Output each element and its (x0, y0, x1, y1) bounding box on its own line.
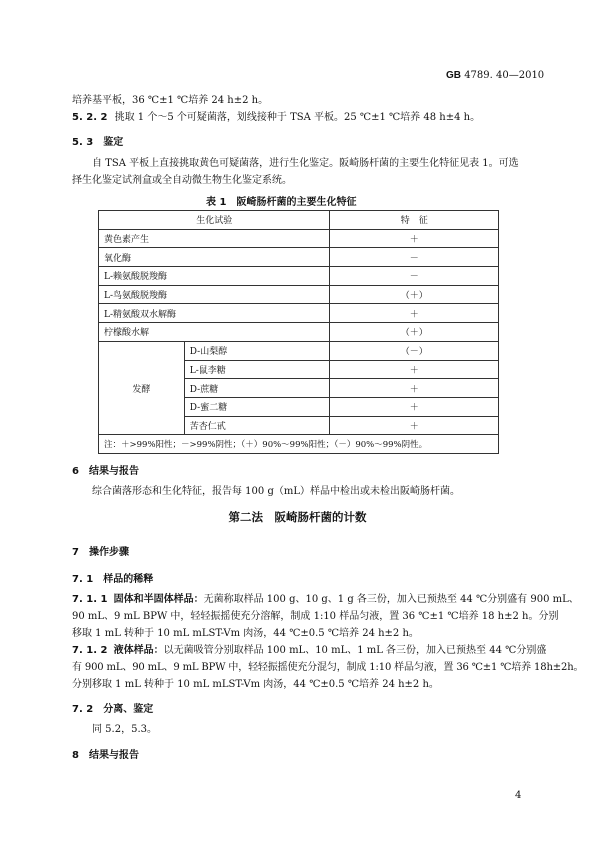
clause-text: 无菌称取样品 100 g、10 g、1 g 各三份，加入已预热至 44 ℃分别盛有 900 mL、 (203, 594, 579, 605)
test-result: （－） (330, 341, 499, 360)
clause-text: 挑取 1 个～5 个可疑菌落，划线接种于 TSA 平板。25 ℃±1 ℃培养 48 h±4 h。 (114, 112, 481, 123)
table-caption: 表 1 阪崎肠杆菌的主要生化特征 (206, 197, 357, 208)
clause-7-1-1-line3: 移取 1 mL 转种于 10 mL mLST-Vm 肉汤，44 ℃±0.5 ℃培养 24 h±2 h。 (72, 628, 419, 639)
test-name: D-蔗糖 (184, 379, 330, 398)
heading-7: 7 操作步骤 (72, 547, 129, 558)
test-name: L-鼠李糖 (184, 360, 330, 379)
table-row (99, 248, 499, 267)
test-result: ＋ (330, 397, 499, 416)
test-result: ＋ (330, 304, 499, 323)
test-result: （＋） (330, 285, 499, 304)
clause-7-1-2-line1 (72, 643, 546, 658)
test-name: L-鸟氨酸脱羧酶 (99, 285, 330, 304)
header-biochemical-test: 生化试验 (99, 211, 330, 230)
test-name: D-蜜二糖 (184, 397, 330, 416)
table-row (99, 267, 499, 286)
clause-7-1-1-line2: 90 mL、9 mL BPW 中，轻轻振摇使充分溶解，制成 1:10 样品匀液，置 36 ℃±1 ℃培养 18 h±2 h。分别 (72, 611, 559, 622)
clause-lead: 液体样品： (113, 645, 164, 656)
group-fermentation: 发酵 (99, 341, 185, 434)
header-characteristic: 特 征 (330, 211, 499, 230)
heading-8: 8 结果与报告 (72, 750, 139, 761)
test-result: － (330, 248, 499, 267)
test-name: 氧化酶 (99, 248, 330, 267)
paragraph-6: 综合菌落形态和生化特征，报告每 100 g（mL）样品中检出或未检出阪崎肠杆菌。 (92, 486, 460, 497)
table-row (99, 285, 499, 304)
clause-number: 7. 1. 2 (72, 645, 108, 656)
test-name: 苦杏仁甙 (184, 416, 330, 435)
clause-lead: 固体和半固体样品： (113, 594, 204, 605)
page-number: 4 (515, 790, 522, 801)
standard-code: 4789. 40—2010 (464, 70, 545, 81)
clause-7-1-1-line1 (72, 592, 579, 607)
table-row (99, 229, 499, 248)
test-name: 黄色素产生 (99, 229, 330, 248)
paragraph-5-3-line1: 自 TSA 平板上直接挑取黄色可疑菌落，进行生化鉴定。阪崎肠杆菌的主要生化特征见表 1。可选 (92, 158, 519, 169)
clause-7-1-2-line3: 分别移取 1 mL 转种于 10 mL mLST-Vm 肉汤，44 ℃±0.5 ℃培养 24 h±2 h。 (72, 679, 439, 690)
test-result: － (330, 267, 499, 286)
test-result: ＋ (330, 379, 499, 398)
clause-number: 7. 1. 1 (72, 594, 108, 605)
test-result: ＋ (330, 360, 499, 379)
paragraph-5-3-line2: 择生化鉴定试剂盒或全自动微生物生化鉴定系统。 (72, 175, 292, 186)
test-name: 柠檬酸水解 (99, 323, 330, 342)
heading-7-1: 7. 1 样品的稀释 (72, 574, 154, 585)
table-row (99, 341, 499, 360)
table-row (99, 304, 499, 323)
clause-7-1-2-line2: 有 900 mL、90 mL、9 mL BPW 中，轻轻振摇使充分混匀，制成 1:10 样品匀液，置 36 ℃±1 ℃培养 18h±2h。 (72, 662, 584, 673)
table-row (99, 323, 499, 342)
test-name: L-精氨酸双水解酶 (99, 304, 330, 323)
clause-number: 5. 2. 2 (72, 112, 108, 123)
test-name: L-赖氨酸脱羧酶 (99, 267, 330, 286)
table-note-row (99, 435, 499, 454)
clause-5-2-2 (72, 110, 480, 125)
method-2-title: 第二法 阪崎肠杆菌的计数 (228, 510, 367, 524)
standard-number (446, 70, 544, 81)
paragraph-7-2: 同 5.2，5.3。 (92, 724, 157, 735)
test-result: ＋ (330, 416, 499, 435)
test-name: D-山梨醇 (184, 341, 330, 360)
heading-5-3: 5. 3 鉴定 (72, 137, 124, 148)
table-header-row (99, 211, 499, 230)
biochemical-table (98, 210, 499, 454)
table-note: 注：＋>99%阳性；－>99%阴性；（＋）90%～99%阳性；（－）90%～99%阴性。 (99, 435, 499, 454)
test-result: （＋） (330, 323, 499, 342)
clause-text: 以无菌吸管分别取样品 100 mL、10 mL、1 mL 各三份，加入已预热至 44 ℃分别盛 (163, 645, 547, 656)
heading-7-2: 7. 2 分离、鉴定 (72, 704, 154, 715)
heading-6: 6 结果与报告 (72, 466, 139, 477)
paragraph-continuation: 培养基平板，36 ℃±1 ℃培养 24 h±2 h。 (72, 95, 269, 106)
standard-prefix: GB (446, 70, 461, 81)
test-result: ＋ (330, 229, 499, 248)
